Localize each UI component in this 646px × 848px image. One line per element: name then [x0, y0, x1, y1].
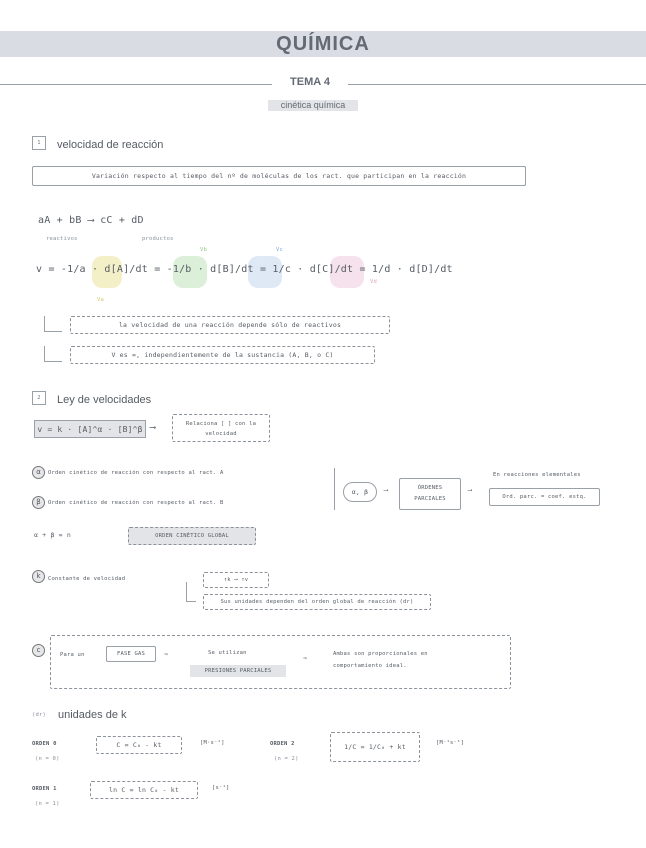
arrow-k — [186, 582, 196, 602]
k-units-note: Sus unidades dependen del orden global de reacción (dr) — [203, 594, 431, 610]
units-title: unidades de k — [58, 709, 127, 721]
alpha-desc: Orden cinético de reacción con respecto al ract. A — [48, 470, 224, 476]
orden-1-n: (n = 1) — [35, 801, 60, 807]
productos-label: productos — [142, 236, 174, 242]
va-label: Va — [97, 297, 105, 303]
note-1: la velocidad de una reacción depende sólo de reactivos — [70, 316, 390, 334]
k-desc: Constante de velocidad — [48, 576, 126, 582]
ordenes-parciales-box: ÓRDENES PARCIALES — [399, 478, 461, 510]
k-circle: k — [32, 570, 45, 583]
presiones-parciales: PRESIONES PARCIALES — [190, 665, 286, 677]
orden-2-equation: 1/C = 1/C₀ + kt — [330, 732, 420, 762]
orden-1-equation: ln C = ln C₀ - kt — [90, 781, 198, 799]
orden-2-unit: [M⁻¹s⁻¹] — [436, 740, 465, 746]
section-2-title: Ley de velocidades — [57, 394, 152, 406]
arrow-fase: ⇒ — [164, 650, 169, 658]
arrow-note-1 — [44, 316, 62, 332]
alpha-beta-oval: α, β — [343, 482, 377, 502]
arrow-note-2 — [44, 346, 62, 362]
section-2-number: 2 — [32, 391, 46, 405]
section-1-number: 1 — [32, 136, 46, 150]
c-circle: c — [32, 644, 45, 657]
n-equation: α + β = n — [34, 531, 72, 539]
fase-gas: FASE GAS — [106, 646, 156, 662]
beta-desc: Orden cinético de reacción con respecto al ract. B — [48, 500, 224, 506]
definition-box: Variación respecto al tiempo del nº de moléculas de los ract. que participan en la reacción — [32, 166, 526, 186]
ambas-note: Ambas son proporcionales en comportamiento ideal. — [333, 651, 428, 669]
page-title: QUÍMICA — [276, 32, 370, 55]
units-tag: (dr) — [32, 712, 47, 718]
divider-left — [0, 84, 272, 85]
subtitle: cinética química — [268, 100, 358, 111]
reactivos-label: reactivos — [46, 236, 78, 242]
en-reacciones: En reacciones elementales — [493, 472, 581, 478]
reaction-equation: aA + bB ⟶ cC + dD — [38, 215, 144, 226]
orden-2-n: (n = 2) — [274, 756, 299, 762]
orden-1-unit: [s⁻¹] — [212, 785, 230, 791]
vc-label: Vc — [276, 247, 284, 253]
rate-equation: v = -1/a · d[A]/dt = -1/b · d[B]/dt = 1/c · d[C]/dt = 1/d · d[D]/dt — [36, 264, 453, 275]
beta-circle: β — [32, 496, 45, 509]
orden-1-label: ORDEN 1 — [32, 786, 57, 792]
divider-right — [348, 84, 646, 85]
para-un: Para un — [60, 652, 85, 658]
arrow-law: ⟶ — [150, 423, 156, 433]
section-1-title: velocidad de reacción — [57, 139, 164, 151]
arrow-ambas: ⇒ — [303, 654, 308, 662]
orden-0-equation: C = C₀ - kt — [96, 736, 182, 754]
title-bar — [0, 31, 646, 57]
se-utilizan: Se utilizan — [208, 650, 247, 656]
orden-global-box: ORDEN CINÉTICO GLOBAL — [128, 527, 256, 545]
rate-law: v = k · [A]^α · [B]^β — [34, 420, 146, 438]
brace-orders — [332, 468, 335, 510]
vb-label: Vb — [200, 247, 208, 253]
vd-label: Vd — [370, 279, 378, 285]
orden-0-label: ORDEN 0 — [32, 741, 57, 747]
orden-0-n: (n = 0) — [35, 756, 60, 762]
coef-box: Ord. parc. = coef. estq. — [489, 488, 600, 506]
k-up-box: ↑k ⟶ ↑v — [203, 572, 269, 588]
note-2: V es =, independientemente de la sustancia (A, B, o C) — [70, 346, 375, 364]
law-note: Relaciona [ ] con la velocidad — [172, 414, 270, 442]
orden-0-unit: [M·s⁻¹] — [200, 740, 225, 746]
tema-label: TEMA 4 — [290, 76, 330, 88]
alpha-circle: α — [32, 466, 45, 479]
orden-2-label: ORDEN 2 — [270, 741, 295, 747]
arrow-ordenes: ⟶ — [384, 486, 389, 494]
arrow-coef: ⟶ — [468, 486, 473, 494]
